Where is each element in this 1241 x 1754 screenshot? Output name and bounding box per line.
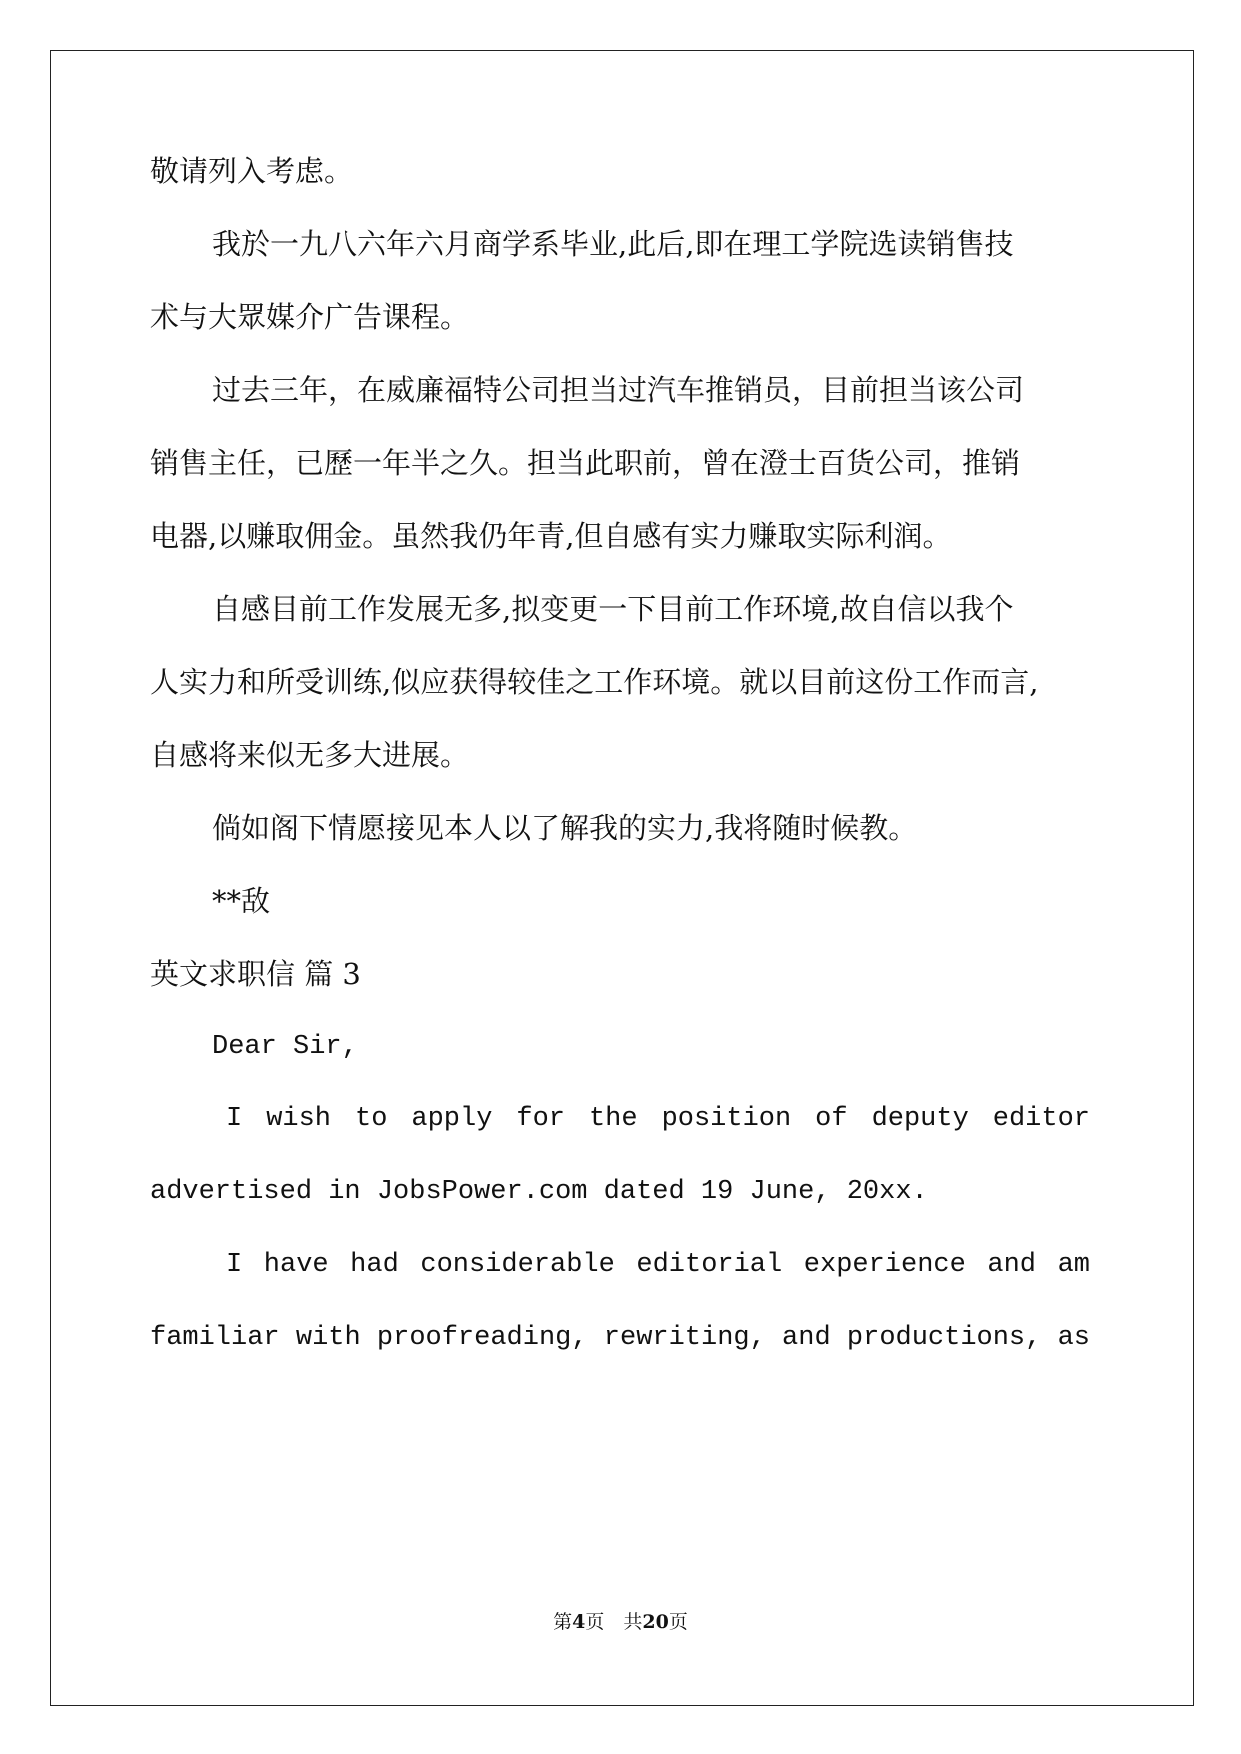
text-line: 自感目前工作发展无多,拟变更一下目前工作环境,故自信以我个 bbox=[212, 592, 1014, 626]
text-line: 电器,以赚取佣金。虽然我仍年青,但自感有实力赚取实际利润。 bbox=[150, 519, 952, 553]
footer-suffix: 页 bbox=[668, 1611, 688, 1633]
section-heading: 英文求职信 篇 3 bbox=[150, 957, 361, 991]
text-line: advertised in JobsPower.com dated 19 June, 20xx. bbox=[150, 1177, 928, 1207]
text-line: 术与大眾媒介广告课程。 bbox=[150, 300, 470, 334]
text-line: 人实力和所受训练,似应获得较佳之工作环境。就以目前这份工作而言, bbox=[150, 665, 1039, 699]
current-page-number: 4 bbox=[572, 1611, 586, 1633]
text-line: 自感将来似无多大进展。 bbox=[150, 738, 470, 772]
text-line: 过去三年，在威廉福特公司担当过汽车推销员，目前担当该公司 bbox=[212, 373, 1025, 407]
closing-line: **敌 bbox=[212, 884, 271, 918]
total-page-number: 20 bbox=[642, 1611, 669, 1633]
text-line: 我於一九八六年六月商学系毕业,此后,即在理工学院选读销售技 bbox=[212, 227, 1014, 261]
text-line: 敬请列入考虑。 bbox=[150, 154, 354, 188]
salutation: Dear Sir, bbox=[212, 1032, 358, 1062]
footer-prefix: 第 bbox=[553, 1611, 573, 1633]
footer-mid: 页 共 bbox=[585, 1611, 643, 1633]
text-line: I wish to apply for the position of deputy editor bbox=[226, 1104, 1090, 1134]
text-line: I have had considerable editorial experience and am bbox=[226, 1250, 1090, 1280]
text-line: 销售主任，已歷一年半之久。担当此职前，曾在澄士百货公司，推销 bbox=[150, 446, 1021, 480]
text-line: familiar with proofreading, rewriting, and productions, as bbox=[150, 1323, 1090, 1353]
text-line: 倘如阁下情愿接见本人以了解我的实力,我将随时候教。 bbox=[212, 811, 918, 845]
page-footer bbox=[0, 1610, 1241, 1634]
